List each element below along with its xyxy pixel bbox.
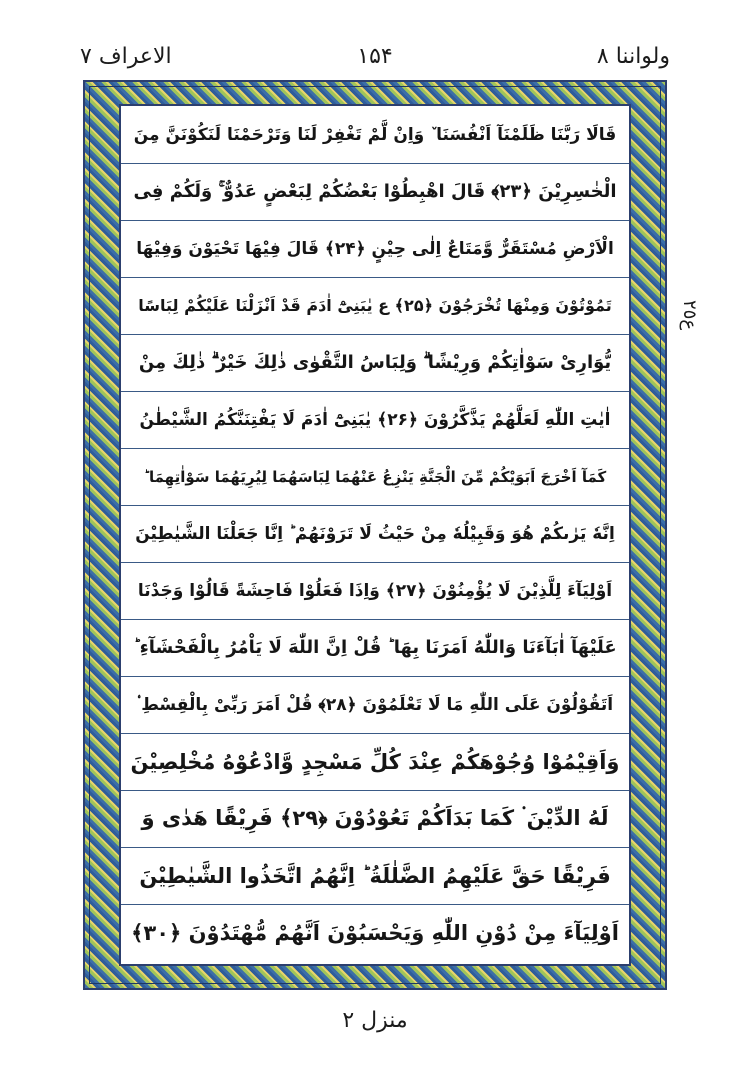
manzil-footer: منزل ۲ bbox=[342, 1008, 408, 1033]
verse-line-11: اَتَقُوْلُوْنَ عَلَى اللّٰهِ مَا لَا تَعْلَمُوْنَ ﴿۲۸﴾ قُلْ اَمَرَ رَبِّىْ بِالْقِسْطِ ۟ bbox=[136, 695, 614, 715]
page-number: ۱۵۴ bbox=[357, 44, 393, 69]
verse-line-4: تَمُوْتُوْنَ وَمِنْهَا تُخْرَجُوْنَ ﴿۲۵﴾ ع يٰبَنِىْٓ اٰدَمَ قَدْ اَنْزَلْنَا عَلَيْكُمْ لِبَاسًا bbox=[138, 296, 612, 315]
verse-line-1: قَالَا رَبَّنَا ظَلَمْنَآ اَنْفُسَنَا ٚ وَاِنْ لَّمْ تَغْفِرْ لَنَا وَتَرْحَمْنَا لَنَكُوْنَنَّ مِنَ bbox=[133, 124, 617, 145]
verse-line-12: وَاَقِيْمُوْا وُجُوْهَكُمْ عِنْدَ كُلِّ مَسْجِدٍ وَّادْعُوْهُ مُخْلِصِيْنَ bbox=[131, 749, 619, 774]
verse-line-15: اَوْلِيَآءَ مِنْ دُوْنِ اللّٰهِ وَيَحْسَبُوْنَ اَنَّهُمْ مُّهْتَدُوْنَ ﴿۳۰﴾ bbox=[131, 920, 619, 945]
verse-line-5: يُّوَارِىْ سَوْاٰتِكُمْ وَرِيْشًا ۗ وَلِبَاسُ التَّقْوٰى ذٰلِكَ خَيْرٌ ۗ ذٰلِكَ مِنْ bbox=[138, 352, 612, 373]
text-panel bbox=[119, 104, 631, 966]
verse-line-3: الْاَرْضِ مُسْتَقَرٌّ وَّمَتَاعٌ اِلٰى حِيْنٍ ﴿۲۴﴾ قَالَ فِيْهَا تَحْيَوْنَ وَفِيْهَا bbox=[136, 239, 614, 259]
verse-line-13: لَهُ الدِّيْنَ ۬ كَمَا بَدَاَكُمْ تَعُوْدُوْنَ ﴿۲۹﴾ فَرِيْقًا هَدٰى وَ bbox=[141, 806, 609, 830]
para-name: ولواننا ۸ bbox=[596, 44, 670, 69]
verse-line-9: اَوْلِيَآءَ لِلَّذِيْنَ لَا يُؤْمِنُوْنَ ﴿۲۷﴾ وَاِذَا فَعَلُوْا فَاحِشَةً قَالُوْا وَجَدْنَا bbox=[137, 581, 613, 601]
verse-line-14: فَرِيْقًا حَقَّ عَلَيْهِمُ الضَّلٰلَةُ ؕ اِنَّهُمُ اتَّخَذُوا الشَّيٰطِيْنَ bbox=[139, 863, 611, 888]
ornamental-border bbox=[83, 80, 667, 990]
verse-line-2: الْخٰسِرِيْنَ ﴿۲۳﴾ قَالَ اهْبِطُوْا بَعْضُكُمْ لِبَعْضٍ عَدُوٌّ ۚ وَلَكُمْ فِى bbox=[133, 181, 617, 202]
surah-name: الاعراف ۷ bbox=[80, 44, 172, 69]
page-header bbox=[80, 38, 670, 78]
verse-line-6: اٰيٰتِ اللّٰهِ لَعَلَّهُمْ يَذَّكَّرُوْنَ ﴿۲۶﴾ يٰبَنِىْٓ اٰدَمَ لَا يَفْتِنَنَّكُمُ الشَّيْطٰنُ bbox=[139, 410, 611, 430]
ruku-marker: ع٢٥ bbox=[679, 299, 700, 331]
verse-line-10: عَلَيْهَآ اٰبَآءَنَا وَاللّٰهُ اَمَرَنَا بِهَا ؕ قُلْ اِنَّ اللّٰهَ لَا يَاْمُرُ بِالْفَحْشَآءِ ؕ bbox=[133, 637, 617, 658]
verse-line-8: اِنَّهٗ يَرٰىكُمْ هُوَ وَقَبِيْلُهٗ مِنْ حَيْثُ لَا تَرَوْنَهُمْ ؕ اِنَّا جَعَلْنَا الشَّيٰطِيْنَ bbox=[135, 523, 615, 544]
verse-lines bbox=[121, 106, 629, 964]
verse-line-7: كَمَآ اَخْرَجَ اَبَوَيْكُمْ مِّنَ الْجَنَّةِ يَنْزِعُ عَنْهُمَا لِبَاسَهُمَا لِيُرِيَهُمَا سَوْاٰتِهِمَا ؕ bbox=[143, 467, 607, 486]
